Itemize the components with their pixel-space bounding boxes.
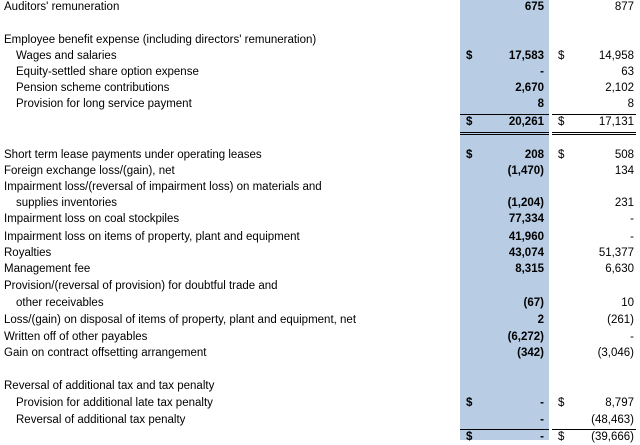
prior-year-value: 63 [621,66,634,78]
total-double-rule [552,134,636,135]
statement-row [0,261,640,277]
prior-currency-symbol: $ [558,50,565,62]
row-label: Auditors' remuneration [4,1,120,13]
row-label: Royalties [4,247,52,259]
statement-row [0,229,640,245]
statement-row [0,96,640,112]
statement-row [0,378,640,394]
statement-row [0,80,640,96]
prior-year-value: 231 [614,197,634,209]
prior-currency-symbol: $ [558,149,565,161]
current-year-value: (1,470) [507,165,544,177]
row-label: Wages and salaries [16,50,117,62]
current-year-value: - [540,397,544,409]
prior-year-value: 10 [621,297,634,309]
prior-year-value: 14,958 [598,50,634,62]
statement-row [0,147,640,163]
row-label: Equity-settled share option expense [16,66,199,78]
prior-currency-symbol: $ [558,397,565,409]
prior-year-value: 134 [614,165,634,177]
statement-row [0,429,640,445]
row-label: Management fee [4,263,91,275]
current-year-value: (1,204) [507,197,544,209]
current-year-value: 8 [537,98,544,110]
prior-year-value: (261) [607,314,634,326]
current-year-value: (6,272) [507,331,544,343]
prior-year-value: 8,797 [605,397,634,409]
row-label: Impairment loss on coal stockpiles [4,213,180,225]
statement-row [0,179,640,195]
current-year-value: 2,670 [515,82,544,94]
prior-year-value: - [630,231,634,243]
row-label: Impairment loss/(reversal of impairment loss) on materials and [4,181,322,193]
current-year-value: 208 [524,149,544,161]
statement-row [0,48,640,64]
row-label: Provision/(reversal of provision) for doubtful trade and [4,280,278,292]
current-year-value: (67) [523,297,544,309]
current-year-value: - [540,66,544,78]
prior-year-value: 877 [614,1,634,13]
row-label: Pension scheme contributions [16,82,170,94]
row-label: other receivables [16,297,104,309]
row-label: Foreign exchange loss/(gain), net [4,165,175,177]
statement-row [0,211,640,227]
current-currency-symbol: $ [466,116,473,128]
row-label: Reversal of additional tax and tax penalty [4,380,215,392]
current-year-value: 8,315 [515,263,544,275]
prior-currency-symbol: $ [558,431,565,443]
statement-row [0,163,640,179]
statement-row [0,32,640,48]
row-label: Impairment loss on items of property, plant and equipment [4,231,300,243]
row-label: Provision for long service payment [16,98,192,110]
prior-year-value: (3,046) [597,347,634,359]
prior-year-value: - [630,331,634,343]
row-label: Loss/(gain) on disposal of items of property, plant and equipment, net [4,314,357,326]
current-currency-symbol: $ [466,149,473,161]
statement-row [0,345,640,361]
row-label: Short term lease payments under operating leases [4,149,262,161]
current-year-value: 43,074 [508,247,544,259]
prior-year-value: 17,131 [598,116,634,128]
current-currency-symbol: $ [466,397,473,409]
current-year-value: 41,960 [508,231,544,243]
statement-row [0,195,640,211]
row-label: Gain on contract offsetting arrangement [4,347,207,359]
current-year-value: 77,334 [508,213,544,225]
current-year-value: 2 [537,314,544,326]
current-year-value: 17,583 [508,50,544,62]
statement-row [0,312,640,328]
prior-currency-symbol: $ [558,116,565,128]
statement-row [0,0,640,15]
statement-row [0,278,640,294]
prior-year-value: 508 [614,149,634,161]
row-label: Reversal of additional tax penalty [16,414,186,426]
prior-year-value: - [630,213,634,225]
prior-year-value: 6,630 [605,263,634,275]
current-currency-symbol: $ [466,50,473,62]
statement-row [0,245,640,261]
current-year-value: 675 [524,1,544,13]
statement-row [0,329,640,345]
statement-row [0,395,640,411]
statement-row [0,64,640,80]
prior-year-value: (48,463) [591,414,634,426]
row-label: Written off of other payables [4,331,148,343]
total-double-rule [552,132,636,133]
row-label: Employee benefit expense (including directors' remuneration) [4,34,317,46]
current-year-value: - [540,414,544,426]
statement-row [0,114,640,130]
current-year-value: (342) [517,347,544,359]
current-year-value: 20,261 [508,116,544,128]
prior-year-value: (39,666) [591,431,634,443]
row-label: supplies inventories [16,197,118,209]
statement-row [0,412,640,428]
total-double-rule [460,132,549,133]
row-label: Provision for additional late tax penalty [16,397,213,409]
prior-year-value: 51,377 [598,247,634,259]
statement-row [0,295,640,311]
prior-year-value: 2,102 [605,82,634,94]
total-double-rule [460,134,549,135]
current-currency-symbol: $ [466,431,473,443]
current-year-value: - [540,431,544,443]
prior-year-value: 8 [627,98,634,110]
